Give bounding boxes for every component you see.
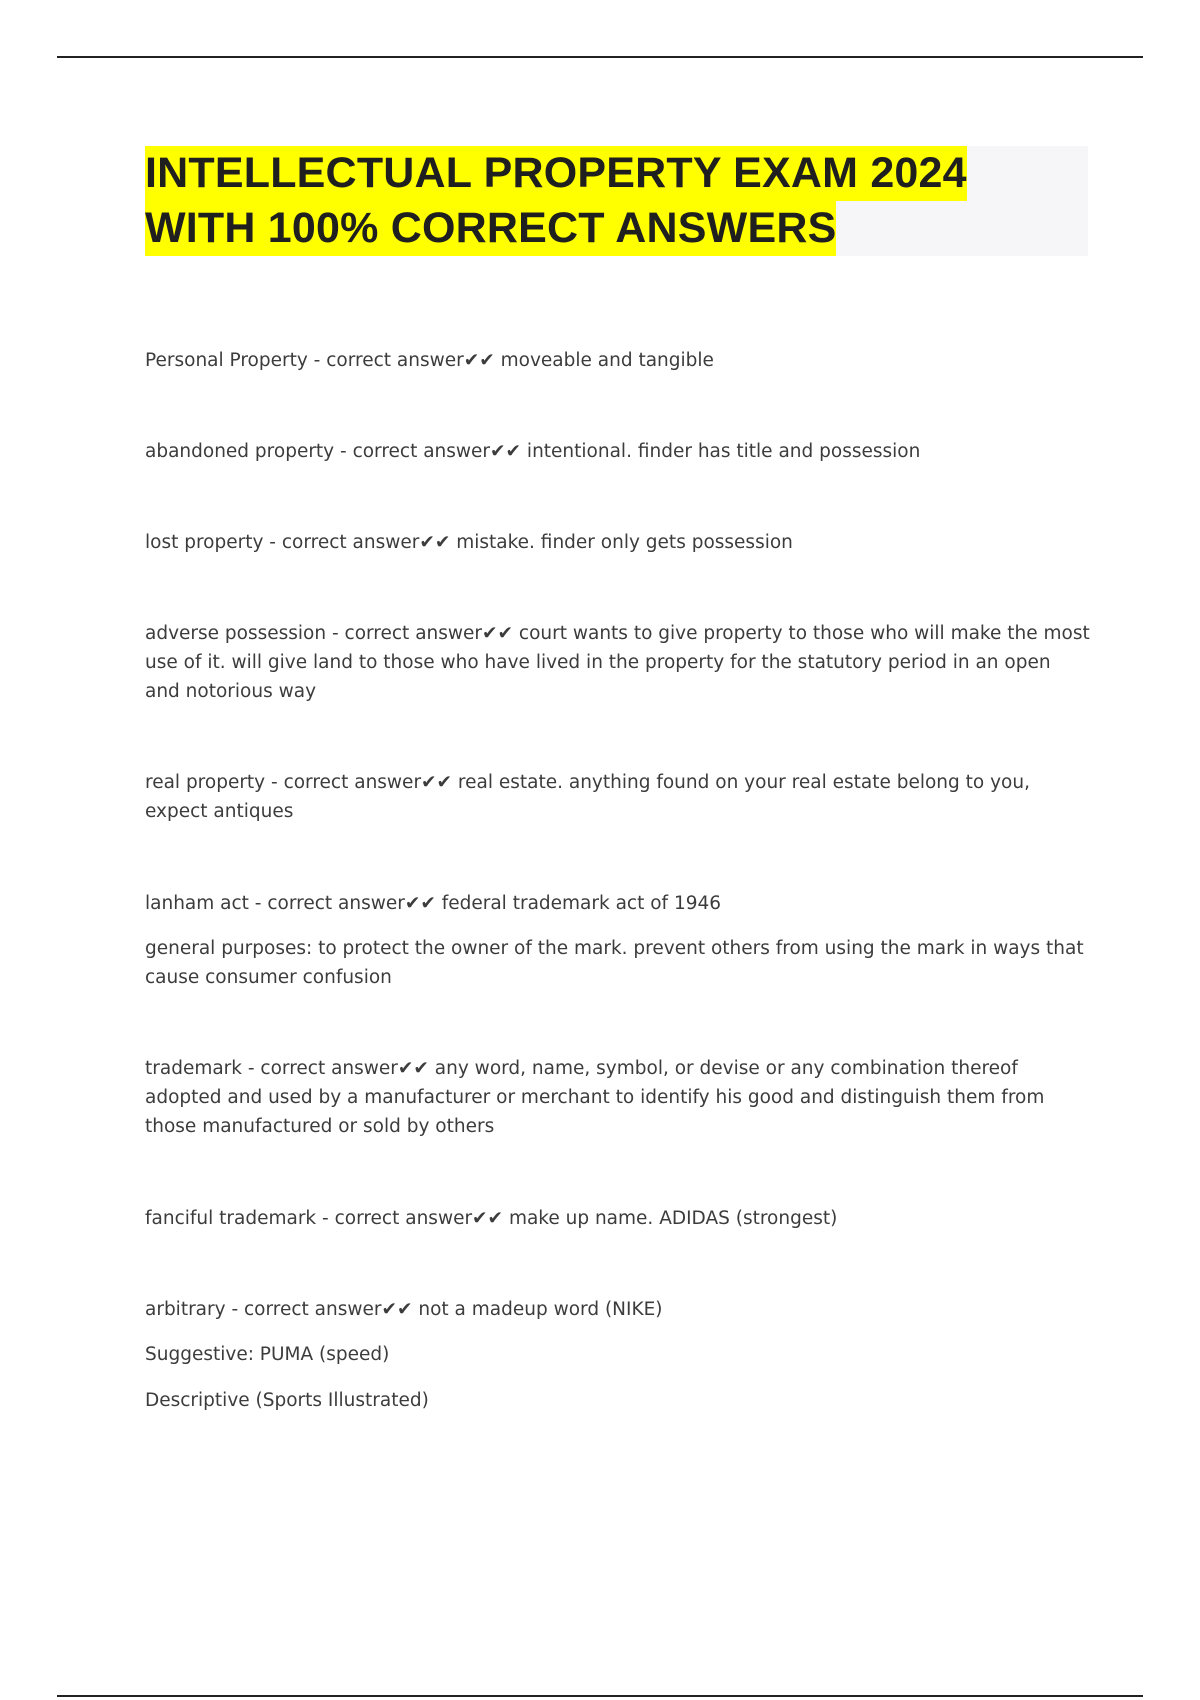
title-line-2: WITH 100% CORRECT ANSWERS xyxy=(145,201,836,256)
qa-abandoned-property: abandoned property - correct answer✔✔ intentional. finder has title and possession xyxy=(145,441,921,462)
bottom-rule xyxy=(57,1695,1143,1697)
qa-suggestive: Suggestive: PUMA (speed) xyxy=(145,1344,390,1365)
qa-arbitrary: arbitrary - correct answer✔✔ not a madeup word (NIKE) xyxy=(145,1299,663,1320)
title-line-1: INTELLECTUAL PROPERTY EXAM 2024 xyxy=(145,146,967,201)
qa-lost-property: lost property - correct answer✔✔ mistake. finder only gets possession xyxy=(145,532,793,553)
document-title xyxy=(145,146,1088,256)
qa-adverse-possession: adverse possession - correct answer✔✔ court wants to give property to those who will make the most use of it. will give land to those who have lived in the property for the statutory period in an open and notorious way xyxy=(145,623,1090,702)
qa-lanham-general-purposes: general purposes: to protect the owner of the mark. prevent others from using the mark in ways that cause consumer confusion xyxy=(145,938,1084,988)
qa-personal-property: Personal Property - correct answer✔✔ moveable and tangible xyxy=(145,350,714,371)
qa-lanham-act: lanham act - correct answer✔✔ federal trademark act of 1946 xyxy=(145,893,722,914)
qa-trademark: trademark - correct answer✔✔ any word, name, symbol, or devise or any combination thereof adopted and used by a manufacturer or merchant to identify his good and distinguish them from those manufactured or sold by others xyxy=(145,1058,1045,1137)
qa-descriptive: Descriptive (Sports Illustrated) xyxy=(145,1390,429,1411)
qa-fanciful-trademark: fanciful trademark - correct answer✔✔ make up name. ADIDAS (strongest) xyxy=(145,1208,838,1229)
top-rule xyxy=(57,56,1143,58)
qa-real-property: real property - correct answer✔✔ real estate. anything found on your real estate belong to you, expect antiques xyxy=(145,772,1030,822)
